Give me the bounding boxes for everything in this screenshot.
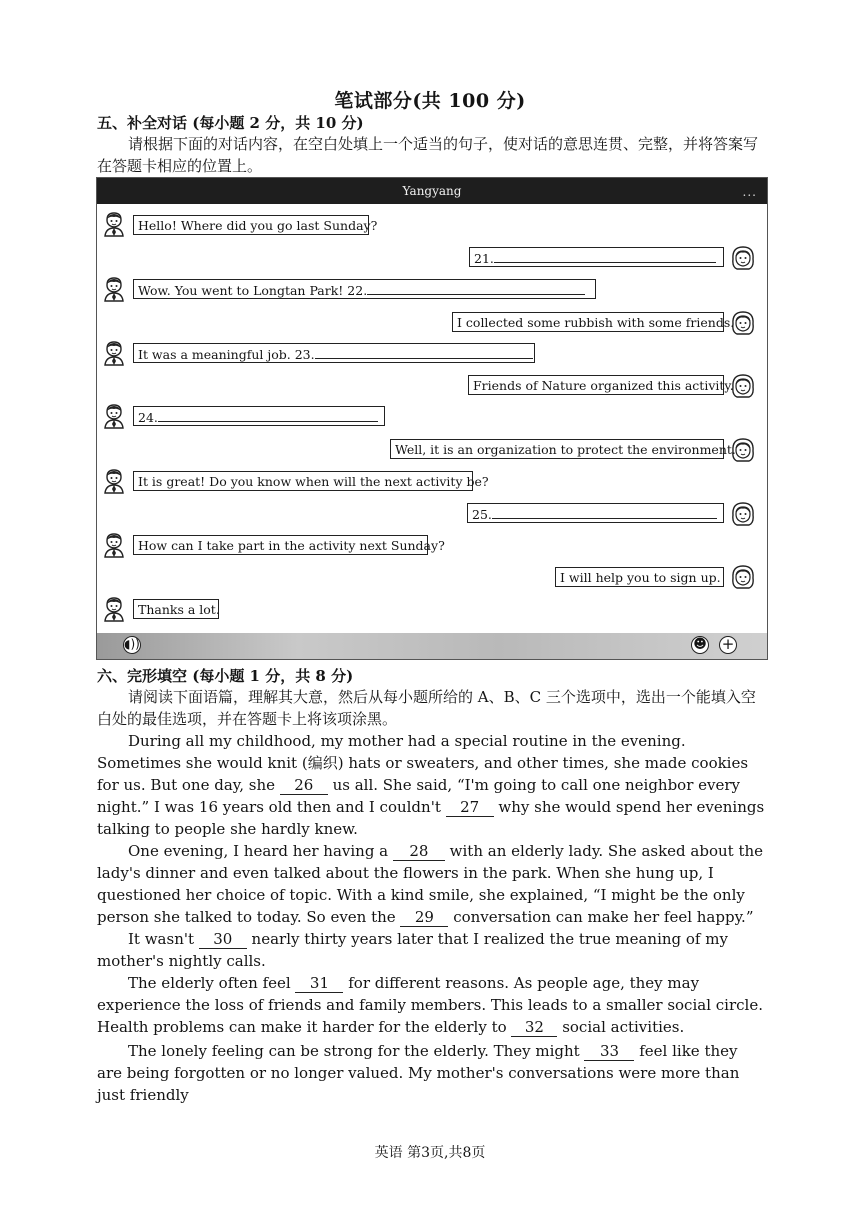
more-icon[interactable]: ...: [742, 185, 757, 199]
chat-message-blank[interactable]: 24.: [133, 406, 385, 426]
chat-message: Friends of Nature organized this activity.: [468, 375, 724, 395]
boy-avatar-icon: [103, 403, 125, 429]
girl-avatar-icon: [730, 564, 756, 590]
chat-message: Hello! Where did you go last Sunday?: [133, 215, 369, 235]
boy-avatar-icon: [103, 596, 125, 622]
chat-message: Thanks a lot.: [133, 599, 219, 619]
chat-footer: [97, 633, 767, 659]
section5-instruction: 请根据下面的对话内容，在空白处填上一个适当的句子，使对话的意思连贯、完整，并将答案写在答题卡相应的位置上。: [97, 135, 759, 175]
chat-message-blank[interactable]: 21.: [469, 247, 724, 267]
chat-message: I collected some rubbish with some friends.: [452, 312, 724, 332]
voice-icon[interactable]: ◖)): [123, 636, 141, 654]
chat-header: Yangyang: [97, 178, 767, 204]
blank-26[interactable]: 26: [280, 776, 328, 795]
boy-avatar-icon: [103, 276, 125, 302]
chat-message-blank[interactable]: 25.: [467, 503, 724, 523]
blank-28[interactable]: 28: [393, 842, 445, 861]
section6-instruction: 请阅读下面语篇，理解其大意，然后从每小题所给的 A、B、C 三个选项中，选出一个能填入空白处的最佳选项，并在答题卡上将该项涂黑。: [97, 688, 756, 728]
passage-paragraph: It wasn't 30 nearly thirty years later that I realized the true meaning of my mother's nightly calls.: [97, 930, 728, 970]
chat-message: I will help you to sign up.: [555, 567, 724, 587]
passage-paragraph: During all my childhood, my mother had a special routine in the evening. Sometimes she would knit (编织) hats or sweaters, and other times, she made cookies for us. But one day, she 26 us all. She said, “I'm going to call one neighbor every night.” I was 16 years old then and I couldn't 27 why she would spend her evenings talking to people she hardly knew.: [97, 732, 765, 838]
blank-33[interactable]: 33: [584, 1042, 634, 1061]
passage-paragraph: The elderly often feel 31 for different reasons. As people age, they may experience the loss of friends and family members. This leads to a smaller social circle. Health problems can make it harder for the elderly to 32 social activities.: [97, 974, 763, 1036]
section6-heading: 六、完形填空 (每小题 1 分，共 8 分): [97, 667, 354, 685]
chat-message-blank[interactable]: It was a meaningful job. 23.: [133, 343, 535, 363]
page-footer: 英语 第3页,共8页: [374, 1145, 486, 1161]
girl-avatar-icon: [730, 501, 756, 527]
chat-message: Well, it is an organization to protect the environment.: [390, 439, 724, 459]
blank-32[interactable]: 32: [511, 1018, 557, 1037]
boy-avatar-icon: [103, 211, 125, 237]
blank-29[interactable]: 29: [400, 908, 448, 927]
blank-27[interactable]: 27: [446, 798, 494, 817]
smiley-icon[interactable]: ☻: [691, 636, 709, 654]
boy-avatar-icon: [103, 468, 125, 494]
page-title: 笔试部分(共 100 分): [334, 90, 526, 112]
boy-avatar-icon: [103, 340, 125, 366]
chat-message: How can I take part in the activity next Sunday?: [133, 535, 428, 555]
plus-icon[interactable]: +: [719, 636, 737, 654]
boy-avatar-icon: [103, 532, 125, 558]
passage-paragraph: One evening, I heard her having a 28 with an elderly lady. She asked about the lady's dinner and even talked about the flowers in the park. When she hung up, I questioned her choice of topic. With a kind smile, she explained, “I might be the only person she talked to today. So even the 29 conversation can make her feel happy.”: [97, 842, 764, 926]
girl-avatar-icon: [730, 245, 756, 271]
blank-30[interactable]: 30: [199, 930, 247, 949]
section5-heading: 五、补全对话 (每小题 2 分，共 10 分): [97, 114, 364, 132]
chat-window: [96, 177, 768, 660]
passage-paragraph: The lonely feeling can be strong for the elderly. They might 33 feel like they are being forgotten or no longer valued. My mother's conversations were more than just friendly: [97, 1042, 740, 1104]
blank-31[interactable]: 31: [295, 974, 343, 993]
chat-message-blank[interactable]: Wow. You went to Longtan Park! 22.: [133, 279, 596, 299]
chat-message: It is great! Do you know when will the next activity be?: [133, 471, 473, 491]
girl-avatar-icon: [730, 373, 756, 399]
